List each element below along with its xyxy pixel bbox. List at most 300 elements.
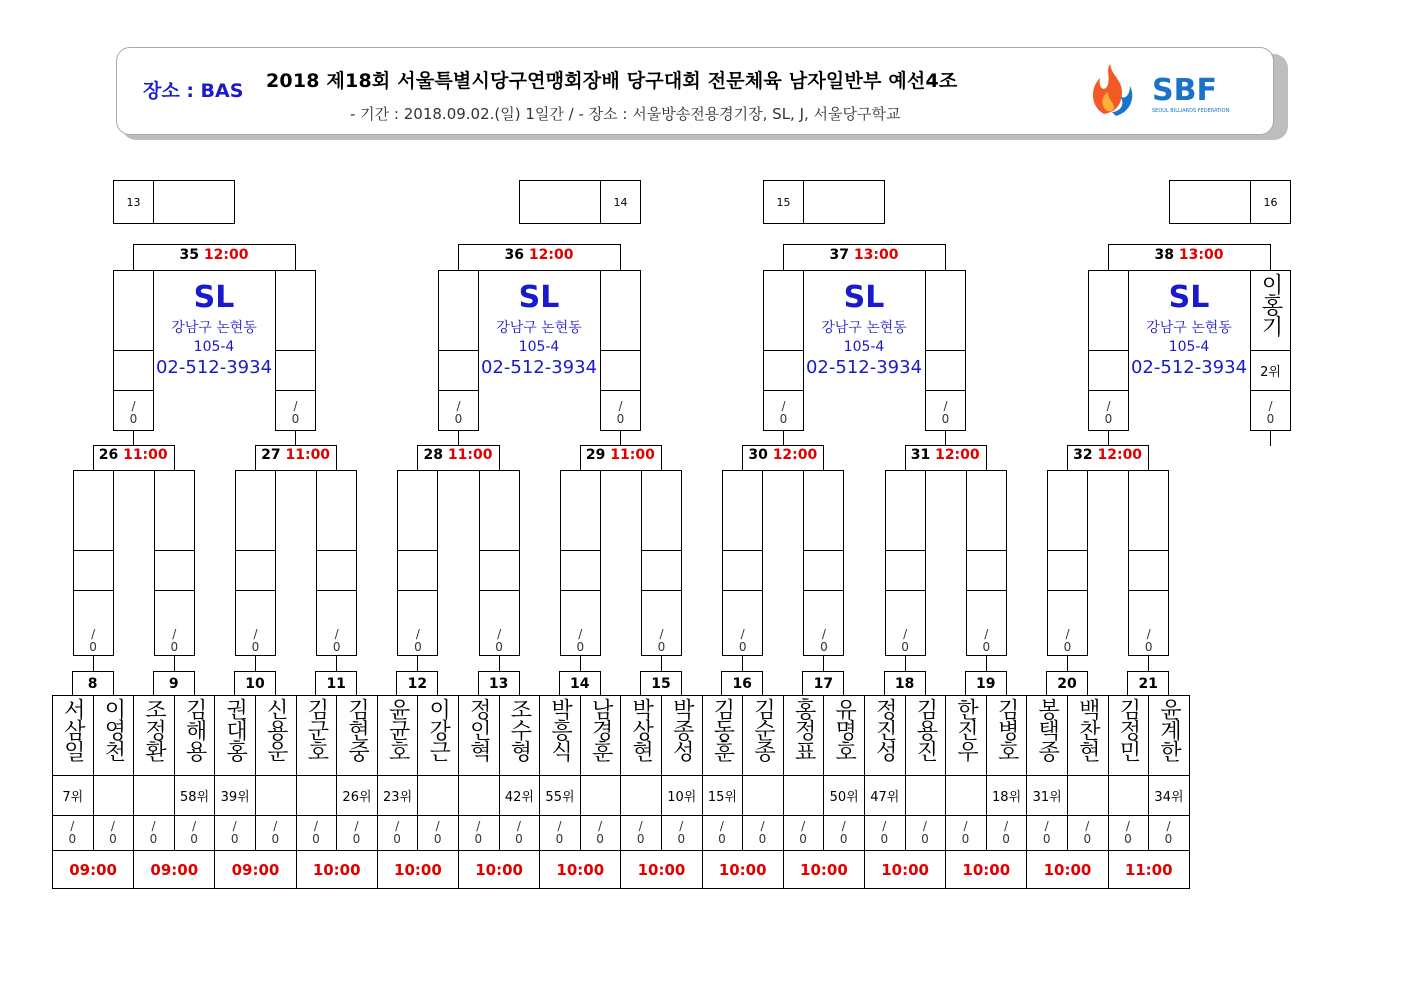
score-value: 0 xyxy=(636,832,645,846)
match-time-cell: 09:00 xyxy=(133,850,215,889)
score-slash: / xyxy=(638,819,643,833)
score-slash: / xyxy=(557,819,562,833)
score-placeholder xyxy=(458,820,499,848)
score-value: 0 xyxy=(839,832,848,846)
match-number: 27 xyxy=(261,447,286,463)
score-value: 0 xyxy=(271,832,280,846)
seeded-player-name: 이홍기 xyxy=(1250,270,1291,351)
player-name: 김현중 xyxy=(336,695,378,776)
score-slash: / xyxy=(516,819,521,833)
score-slash: / xyxy=(232,819,237,833)
match-time-cell: 10:00 xyxy=(1026,850,1108,889)
score-value: 0 xyxy=(1266,412,1275,426)
score-placeholder xyxy=(620,820,661,848)
bracket-line xyxy=(255,655,256,672)
score-placeholder xyxy=(417,820,458,848)
venue-name: SL xyxy=(518,280,560,315)
score-value: 0 xyxy=(89,640,97,654)
score-slash: / xyxy=(943,399,948,413)
score-slash: / xyxy=(172,627,177,641)
score-value: 0 xyxy=(941,412,950,426)
player-name: 박종성 xyxy=(661,695,703,776)
bracket-line xyxy=(458,430,459,446)
score-slash: / xyxy=(618,399,623,413)
score-slash: / xyxy=(70,819,75,833)
score-value: 0 xyxy=(1144,640,1153,654)
slot-name xyxy=(153,180,235,224)
bracket-line xyxy=(1108,430,1109,446)
player-rank xyxy=(620,775,662,816)
player-rank xyxy=(417,775,459,816)
match-number-box: 9 xyxy=(153,671,195,696)
score-value: 0 xyxy=(352,832,361,846)
match-number-box: 8 xyxy=(72,671,114,696)
match-label xyxy=(814,247,914,267)
player-rank xyxy=(580,775,622,816)
player-name: 김군호 xyxy=(296,695,338,776)
player-name: 김해용 xyxy=(174,695,216,776)
match-time-cell: 10:00 xyxy=(620,850,702,889)
match-label xyxy=(1058,447,1158,467)
match-number-box: 14 xyxy=(559,671,601,696)
score-slash: / xyxy=(578,627,583,641)
match-number: 37 xyxy=(829,247,854,263)
score-value: 0 xyxy=(1124,832,1132,846)
score-slash: / xyxy=(740,627,745,641)
bracket-line xyxy=(580,655,581,672)
player-slot-rank xyxy=(560,550,601,591)
match-number-box: 21 xyxy=(1127,671,1169,696)
match-time: 12:00 xyxy=(203,247,249,263)
match-time: 13:00 xyxy=(853,247,899,263)
score-slash: / xyxy=(476,819,481,833)
venue-address: 강남구 논현동 xyxy=(171,320,257,336)
svg-text:SBF: SBF xyxy=(1152,73,1217,108)
score-slash: / xyxy=(1146,627,1151,641)
score-value: 0 xyxy=(454,412,463,426)
bracket-line xyxy=(417,655,418,672)
bracket-line xyxy=(620,430,621,446)
match-time: 12:00 xyxy=(528,247,574,263)
score-placeholder xyxy=(803,628,844,656)
player-rank xyxy=(296,775,338,816)
player-rank: 34위 xyxy=(1148,775,1190,816)
score-slash: / xyxy=(719,819,724,833)
score-placeholder xyxy=(823,820,864,848)
match-label xyxy=(489,247,589,267)
bracket-line xyxy=(1270,430,1271,446)
score-slash: / xyxy=(91,627,96,641)
score-placeholder xyxy=(661,820,702,848)
score-slash: / xyxy=(801,819,806,833)
match-number: 31 xyxy=(910,447,936,463)
score-value: 0 xyxy=(170,640,179,654)
score-value: 0 xyxy=(982,640,991,654)
score-value: 0 xyxy=(332,640,341,654)
player-name: 박상현 xyxy=(620,695,662,776)
player-name: 홍정표 xyxy=(783,695,825,776)
score-value: 0 xyxy=(799,832,807,846)
score-value: 0 xyxy=(109,832,117,846)
player-name: 김정민 xyxy=(1108,695,1150,776)
player-rank xyxy=(1067,775,1109,816)
bracket-line xyxy=(174,655,175,672)
slot-number: 15 xyxy=(763,180,804,224)
score-slash: / xyxy=(1085,819,1090,833)
score-value: 0 xyxy=(901,640,909,654)
match-number-box: 15 xyxy=(640,671,682,696)
score-value: 0 xyxy=(190,832,198,846)
player-rank: 55위 xyxy=(539,775,581,816)
tournament-subtitle: - 기간 : 2018.09.02.(일) 1일간 / - 장소 : 서울방송전용경기장, SL, J, 서울당구학교 xyxy=(350,105,901,123)
venue-name: SL xyxy=(1168,280,1210,315)
player-slot xyxy=(154,470,195,551)
score-placeholder xyxy=(986,820,1027,848)
score-value: 0 xyxy=(657,640,666,654)
player-rank xyxy=(1108,775,1150,816)
score-value: 0 xyxy=(880,832,889,846)
score-placeholder xyxy=(255,820,296,848)
score-placeholder xyxy=(763,400,804,428)
score-slash: / xyxy=(273,819,278,833)
score-placeholder xyxy=(275,400,316,428)
score-placeholder xyxy=(499,820,540,848)
score-slash: / xyxy=(415,627,420,641)
score-placeholder xyxy=(864,820,905,848)
score-placeholder xyxy=(560,628,601,656)
score-slash: / xyxy=(110,819,115,833)
score-value: 0 xyxy=(921,832,929,846)
player-slot-rank xyxy=(722,550,763,591)
venue-address: 강남구 논현동 xyxy=(1146,320,1232,336)
score-slash: / xyxy=(1166,819,1171,833)
score-placeholder xyxy=(539,820,580,848)
score-slash: / xyxy=(841,819,846,833)
match-time: 11:00 xyxy=(285,447,331,463)
match-label xyxy=(570,447,670,467)
player-slot-rank xyxy=(154,550,195,591)
score-slash: / xyxy=(192,819,197,833)
score-slash: / xyxy=(679,819,684,833)
venue-phone: 02-512-3934 xyxy=(480,357,598,378)
sbf-flame-icon xyxy=(1086,62,1246,122)
match-number-box: 13 xyxy=(478,671,520,696)
score-value: 0 xyxy=(596,832,604,846)
player-rank xyxy=(133,775,175,816)
score-slash: / xyxy=(456,399,461,413)
score-slash: / xyxy=(882,819,887,833)
player-slot-rank xyxy=(1128,550,1169,591)
score-placeholder xyxy=(905,820,946,848)
slot-number: 16 xyxy=(1250,180,1291,224)
score-slash: / xyxy=(922,819,927,833)
score-value: 0 xyxy=(1002,832,1010,846)
venue-address-detail: 105-4 xyxy=(193,339,235,355)
score-placeholder xyxy=(316,628,357,656)
player-rank xyxy=(742,775,784,816)
player-slot-rank xyxy=(803,550,844,591)
match-number-box: 17 xyxy=(802,671,844,696)
score-value: 0 xyxy=(555,832,564,846)
score-slash: / xyxy=(659,627,664,641)
venue-address: 강남구 논현동 xyxy=(496,320,582,336)
player-rank: 7위 xyxy=(52,775,94,816)
score-value: 0 xyxy=(149,832,158,846)
score-slash: / xyxy=(1065,627,1070,641)
player-slot-rank xyxy=(235,550,276,591)
score-placeholder xyxy=(1067,820,1108,848)
player-name: 김용진 xyxy=(905,695,947,776)
player-slot xyxy=(885,470,926,551)
match-time-cell: 11:00 xyxy=(1108,850,1190,889)
player-name: 윤계한 xyxy=(1148,695,1190,776)
match-label xyxy=(733,447,833,467)
venue-address: 강남구 논현동 xyxy=(821,320,907,336)
match-number: 36 xyxy=(504,247,529,263)
score-placeholder xyxy=(1047,628,1088,656)
score-placeholder xyxy=(214,820,255,848)
score-slash: / xyxy=(334,627,339,641)
score-placeholder xyxy=(966,628,1007,656)
score-value: 0 xyxy=(1104,412,1113,426)
svg-text:SEOUL BILLIARDS FEDERATION: SEOUL BILLIARDS FEDERATION xyxy=(1152,108,1230,114)
score-slash: / xyxy=(151,819,156,833)
player-rank: 18위 xyxy=(986,775,1028,816)
score-value: 0 xyxy=(738,640,747,654)
venue-label: 장소 : BAS xyxy=(143,80,244,102)
match-time: 11:00 xyxy=(610,447,655,463)
player-rank: 42위 xyxy=(499,775,541,816)
venue-name: SL xyxy=(193,280,235,315)
venue-phone: 02-512-3934 xyxy=(805,357,923,378)
score-slash: / xyxy=(131,399,136,413)
bracket-line xyxy=(945,430,946,446)
score-placeholder xyxy=(113,400,154,428)
match-label xyxy=(408,447,508,467)
match-label xyxy=(1139,247,1239,267)
player-rank xyxy=(458,775,500,816)
player-name: 한진우 xyxy=(945,695,987,776)
score-slash: / xyxy=(1268,399,1273,413)
score-placeholder xyxy=(1026,820,1067,848)
score-placeholder xyxy=(1250,400,1291,428)
score-placeholder xyxy=(783,820,824,848)
score-value: 0 xyxy=(779,412,788,426)
player-rank: 23위 xyxy=(377,775,419,816)
score-placeholder xyxy=(174,820,215,848)
slot-name xyxy=(803,180,885,224)
score-slash: / xyxy=(1004,819,1009,833)
match-label xyxy=(164,247,264,267)
player-slot xyxy=(316,470,357,551)
player-rank xyxy=(783,775,825,816)
match-number-box: 20 xyxy=(1046,671,1088,696)
score-placeholder xyxy=(925,400,966,428)
score-placeholder xyxy=(52,820,93,848)
score-slash: / xyxy=(760,819,765,833)
player-rank: 50위 xyxy=(823,775,865,816)
match-time: 12:00 xyxy=(772,447,818,463)
score-slash: / xyxy=(1125,819,1130,833)
score-placeholder xyxy=(1108,820,1149,848)
player-slot xyxy=(560,470,601,551)
match-time-cell: 10:00 xyxy=(864,850,946,889)
player-slot-rank xyxy=(1047,550,1088,591)
score-value: 0 xyxy=(1063,640,1072,654)
score-value: 0 xyxy=(495,640,503,654)
slot-name xyxy=(519,180,601,224)
score-slash: / xyxy=(1044,819,1049,833)
bracket-line xyxy=(905,655,906,672)
venue-address-detail: 105-4 xyxy=(1168,339,1210,355)
player-name: 이강근 xyxy=(417,695,459,776)
score-value: 0 xyxy=(820,640,828,654)
score-slash: / xyxy=(354,819,359,833)
player-slot xyxy=(966,470,1007,551)
player-slot xyxy=(641,470,682,551)
match-time-cell: 09:00 xyxy=(214,850,296,889)
score-slash: / xyxy=(781,399,786,413)
player-rank: 31위 xyxy=(1026,775,1068,816)
score-slash: / xyxy=(497,627,502,641)
score-placeholder xyxy=(702,820,743,848)
match-time-cell: 10:00 xyxy=(783,850,865,889)
match-number: 28 xyxy=(423,447,448,463)
score-slash: / xyxy=(253,627,258,641)
player-slot-rank xyxy=(479,550,520,591)
score-placeholder xyxy=(397,628,438,656)
bracket-line xyxy=(823,655,824,672)
tournament-title: 2018 제18회 서울특별시당구연맹회장배 당구대회 전문체육 남자일반부 예선4조 xyxy=(266,70,958,92)
bracket-line xyxy=(499,655,500,672)
score-value: 0 xyxy=(68,832,77,846)
score-placeholder xyxy=(600,400,641,428)
player-rank: 47위 xyxy=(864,775,906,816)
player-name: 김순종 xyxy=(742,695,784,776)
venue-phone: 02-512-3934 xyxy=(155,357,273,378)
match-time-cell: 09:00 xyxy=(52,850,134,889)
score-placeholder xyxy=(133,820,174,848)
score-slash: / xyxy=(395,819,400,833)
player-slot-rank xyxy=(641,550,682,591)
match-number-box: 18 xyxy=(884,671,926,696)
match-time-cell: 10:00 xyxy=(458,850,540,889)
match-number-box: 19 xyxy=(965,671,1007,696)
sbf-logo xyxy=(1086,62,1246,122)
score-value: 0 xyxy=(393,832,401,846)
score-slash: / xyxy=(903,627,908,641)
score-placeholder xyxy=(885,628,926,656)
player-name: 남경훈 xyxy=(580,695,622,776)
player-slot-rank xyxy=(885,550,926,591)
score-slash: / xyxy=(435,819,440,833)
player-name: 윤균호 xyxy=(377,695,419,776)
bracket-line xyxy=(93,655,94,672)
bracket-line xyxy=(336,655,337,672)
score-placeholder xyxy=(93,820,134,848)
player-slot xyxy=(73,470,114,551)
score-value: 0 xyxy=(129,412,138,426)
player-name: 봉택종 xyxy=(1026,695,1068,776)
score-value: 0 xyxy=(251,640,260,654)
score-slash: / xyxy=(821,627,826,641)
match-number: 26 xyxy=(98,447,124,463)
match-time-cell: 10:00 xyxy=(702,850,784,889)
match-number-box: 16 xyxy=(721,671,763,696)
score-placeholder xyxy=(742,820,783,848)
match-time-cell: 10:00 xyxy=(539,850,621,889)
match-label xyxy=(246,447,346,467)
venue-address-detail: 105-4 xyxy=(518,339,560,355)
match-time: 12:00 xyxy=(935,447,980,463)
slot-number: 14 xyxy=(600,180,641,224)
bracket-line xyxy=(1148,655,1149,672)
player-name: 정진성 xyxy=(864,695,906,776)
score-value: 0 xyxy=(961,832,970,846)
match-number: 32 xyxy=(1073,447,1098,463)
slot-name xyxy=(1169,180,1251,224)
score-slash: / xyxy=(984,627,989,641)
player-slot xyxy=(479,470,520,551)
match-time: 11:00 xyxy=(447,447,493,463)
score-value: 0 xyxy=(1083,832,1092,846)
score-value: 0 xyxy=(1042,832,1051,846)
score-placeholder xyxy=(722,628,763,656)
match-time: 12:00 xyxy=(1097,447,1143,463)
score-slash: / xyxy=(1106,399,1111,413)
score-value: 0 xyxy=(718,832,726,846)
match-time: 13:00 xyxy=(1178,247,1224,263)
score-slash: / xyxy=(293,399,298,413)
score-placeholder xyxy=(377,820,418,848)
player-rank xyxy=(905,775,947,816)
player-name: 백찬현 xyxy=(1067,695,1109,776)
score-value: 0 xyxy=(758,832,767,846)
score-placeholder xyxy=(73,628,114,656)
match-time-cell: 10:00 xyxy=(945,850,1027,889)
match-number-box: 10 xyxy=(234,671,276,696)
venue-phone: 02-512-3934 xyxy=(1130,357,1248,378)
slot-number: 13 xyxy=(113,180,154,224)
player-slot xyxy=(722,470,763,551)
match-number-box: 11 xyxy=(315,671,357,696)
player-name: 조수형 xyxy=(499,695,541,776)
player-name: 서삼일 xyxy=(52,695,94,776)
score-value: 0 xyxy=(1164,832,1173,846)
score-slash: / xyxy=(313,819,318,833)
score-slash: / xyxy=(963,819,968,833)
score-placeholder xyxy=(641,628,682,656)
score-placeholder xyxy=(1128,628,1169,656)
player-name: 정인혁 xyxy=(458,695,500,776)
player-name: 이영천 xyxy=(93,695,135,776)
player-name: 신용운 xyxy=(255,695,297,776)
score-value: 0 xyxy=(515,832,523,846)
score-value: 0 xyxy=(576,640,585,654)
player-rank xyxy=(255,775,297,816)
score-placeholder xyxy=(580,820,621,848)
score-value: 0 xyxy=(474,832,483,846)
player-slot xyxy=(1128,470,1169,551)
player-name: 조정환 xyxy=(133,695,175,776)
player-slot xyxy=(803,470,844,551)
match-time-cell: 10:00 xyxy=(377,850,459,889)
score-value: 0 xyxy=(414,640,422,654)
score-value: 0 xyxy=(433,832,442,846)
bracket-line xyxy=(1067,655,1068,672)
player-slot xyxy=(235,470,276,551)
score-placeholder xyxy=(1148,820,1189,848)
